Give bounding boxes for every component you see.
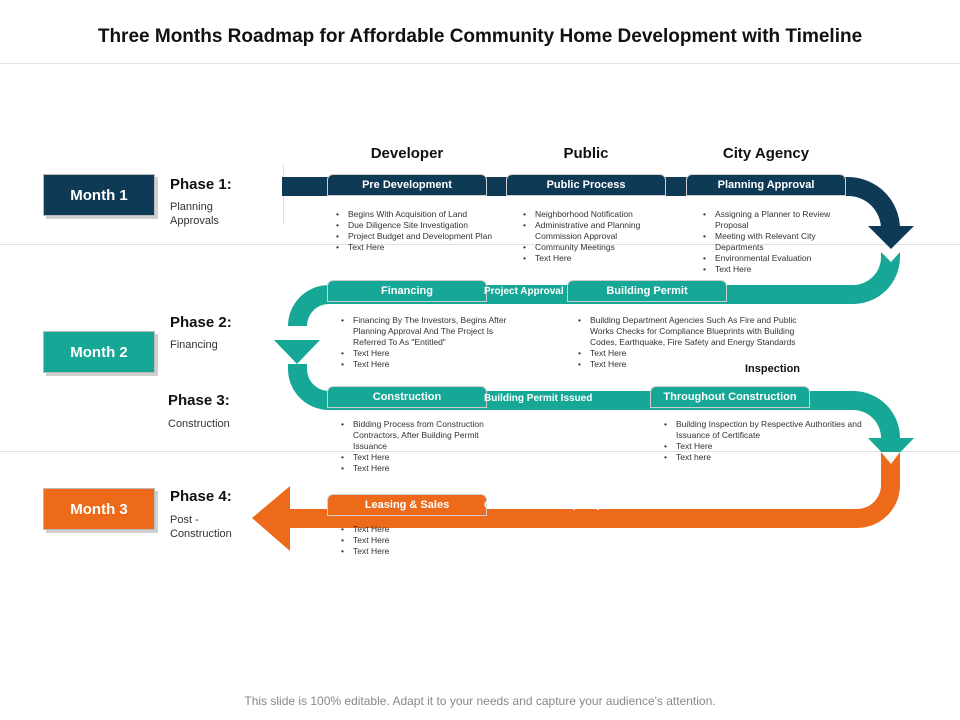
stage-building-permit-label: Building Permit bbox=[606, 285, 688, 297]
list-item: • Begins With Acquisition of Land bbox=[348, 209, 506, 220]
bullets-public-process bbox=[521, 209, 685, 264]
list-item: • Text Here bbox=[353, 463, 503, 474]
month-1-badge bbox=[43, 174, 155, 216]
list-item: • Text Here bbox=[353, 348, 521, 359]
list-item: • Neighborhood Notification bbox=[535, 209, 685, 220]
stage-planning-approval bbox=[686, 174, 846, 196]
list-item: • Assigning a Planner to Review Proposal bbox=[715, 209, 865, 231]
list-item: • Text Here bbox=[348, 242, 506, 253]
stage-construction-label: Construction bbox=[372, 391, 442, 403]
list-item: • Meeting with Relevant City Departments bbox=[715, 231, 865, 253]
stage-throughout-construction-label: Throughout Construction bbox=[663, 391, 797, 403]
stage-construction bbox=[327, 386, 487, 408]
list-item: • Community Meetings bbox=[535, 242, 685, 253]
list-item: • Text Here bbox=[353, 524, 473, 535]
month-2-badge bbox=[43, 331, 155, 373]
list-item: • Due Diligence Site Investigation bbox=[348, 220, 506, 231]
list-item: • Administrative and Planning Commission Approval bbox=[535, 220, 685, 242]
phase-2-title: Phase 2: bbox=[170, 314, 232, 331]
list-item: • Text Here bbox=[590, 348, 808, 359]
list-item: • Text Here bbox=[590, 359, 808, 370]
phase-3-title: Phase 3: bbox=[168, 392, 230, 409]
stage-financing bbox=[327, 280, 487, 302]
orange-left-arrow-head bbox=[252, 486, 290, 551]
list-item: • Building Inspection by Respective Authorities and Issuance of Certificate bbox=[676, 419, 881, 441]
list-item: • Text Here bbox=[676, 441, 881, 452]
stage-public-process bbox=[506, 174, 666, 196]
month-2-label: Month 2 bbox=[70, 343, 128, 361]
stage-pre-development-label: Pre Development bbox=[362, 179, 452, 191]
phase-1-title: Phase 1: bbox=[170, 176, 232, 193]
stage-financing-label: Financing bbox=[381, 285, 433, 297]
list-item: • Text Here bbox=[715, 264, 865, 275]
stage-building-permit bbox=[567, 280, 727, 302]
column-developer: Developer bbox=[370, 145, 444, 162]
bullets-financing bbox=[339, 315, 521, 370]
bullets-pre-development bbox=[334, 209, 506, 253]
stage-throughout-construction bbox=[650, 386, 810, 408]
bullets-throughout-construction bbox=[662, 419, 881, 463]
list-item: • Bidding Process from Construction Contractors, After Building Permit Issuance bbox=[353, 419, 503, 452]
phase-2-subtitle: Financing bbox=[170, 339, 218, 351]
stage-leasing-sales-label: Leasing & Sales bbox=[364, 499, 450, 511]
month-3-badge bbox=[43, 488, 155, 530]
list-item: • Building Department Agencies Such As Fire and Public Works Checks for Compliance Blueprints with Building Codes, Earthquake, Fire Safety and Energy Standards bbox=[590, 315, 808, 348]
milestone-building-permit-issued: Building Permit Issued bbox=[484, 393, 593, 404]
teal-left-arrow-head bbox=[274, 340, 320, 364]
phase-3-subtitle: Construction bbox=[168, 418, 230, 430]
list-item: • Financing By The Investors, Begins After Planning Approval And The Project Is Referred To As "Entitled" bbox=[353, 315, 521, 348]
stage-public-process-label: Public Process bbox=[546, 179, 626, 191]
phase-1-subtitle: Planning Approvals bbox=[170, 201, 219, 227]
stage-leasing-sales bbox=[327, 494, 487, 516]
list-item: • Text Here bbox=[353, 535, 473, 546]
bullets-planning-approval bbox=[701, 209, 865, 275]
month-1-label: Month 1 bbox=[70, 186, 128, 204]
month-3-label: Month 3 bbox=[70, 500, 128, 518]
footer-note: This slide is 100% editable. Adapt it to your needs and capture your audience's attention. bbox=[244, 694, 716, 708]
bullets-construction bbox=[339, 419, 503, 474]
list-item: • Text Here bbox=[353, 452, 503, 463]
column-public: Public bbox=[563, 145, 609, 162]
bullets-leasing-sales bbox=[339, 524, 473, 557]
stage-pre-development bbox=[327, 174, 487, 196]
column-city-agency: City Agency bbox=[722, 145, 810, 162]
list-item: • Text Here bbox=[353, 359, 521, 370]
phase-4-subtitle: Post - Construction bbox=[170, 514, 232, 540]
bullets-building-permit bbox=[576, 315, 808, 370]
milestone-certificate-of-occupancy: Certificate of Occupancy bbox=[484, 500, 602, 511]
navy-arrow-head bbox=[868, 226, 914, 249]
page-title: Three Months Roadmap for Affordable Community Home Development with Timeline bbox=[97, 26, 863, 47]
list-item: • Text Here bbox=[353, 546, 473, 557]
list-item: • Environmental Evaluation bbox=[715, 253, 865, 264]
list-item: • Text here bbox=[676, 452, 881, 463]
list-item: • Project Budget and Development Plan bbox=[348, 231, 506, 242]
list-item: • Text Here bbox=[535, 253, 685, 264]
stage-planning-approval-label: Planning Approval bbox=[717, 179, 815, 191]
milestone-project-approval: Project Approval bbox=[484, 286, 564, 297]
inspection-label: Inspection bbox=[745, 363, 801, 375]
phase-4-title: Phase 4: bbox=[170, 488, 232, 505]
